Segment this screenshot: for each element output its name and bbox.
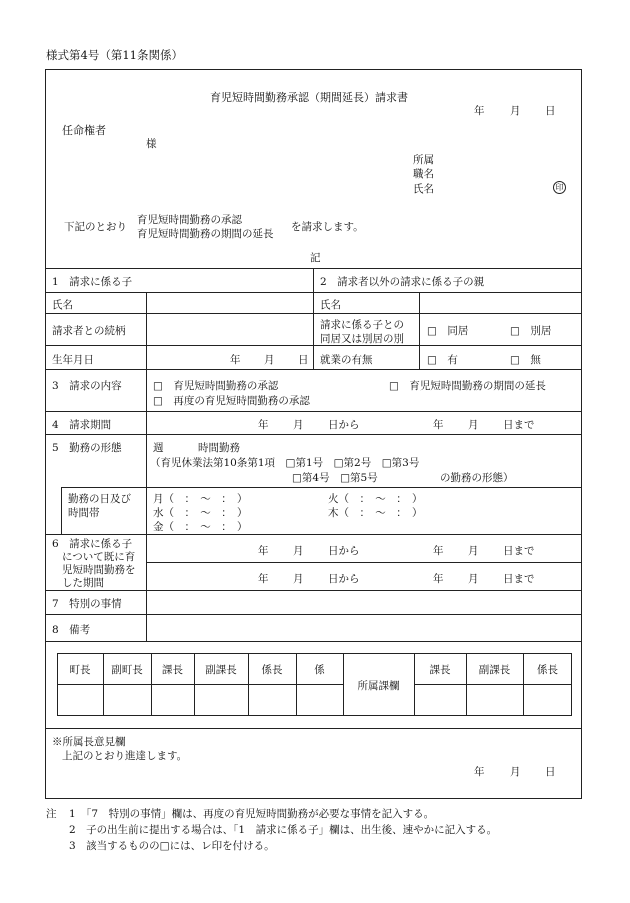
birth-month: 月	[264, 354, 275, 366]
time-friday: 金（ ： 〜 ： ）	[153, 521, 248, 533]
rule	[45, 614, 582, 615]
rule	[61, 487, 62, 534]
sec1-title: 1 請求に係る子	[52, 276, 133, 288]
cohab-checkbox[interactable]: □ 同居	[427, 325, 469, 337]
date-year: 年	[474, 105, 485, 117]
rule	[45, 411, 582, 412]
opinion-title: ※所属長意見欄	[52, 736, 126, 748]
sec6-r1-to: 日まで	[503, 545, 535, 557]
sec4-to: 日まで	[503, 419, 535, 431]
name-label: 氏名	[413, 183, 434, 195]
affiliation-label: 所属	[413, 154, 434, 166]
stamp-header-vice-chief: 副課長	[205, 664, 237, 676]
sec6-label-3: 児短時間勤務を	[62, 564, 136, 576]
cohab-label-2: 同居又は別居の別	[320, 333, 404, 345]
sec7-title: 7 特別の事情	[52, 598, 122, 610]
time-wednesday: 水（ ： 〜 ： ）	[153, 507, 248, 519]
date-month: 月	[510, 105, 521, 117]
sec6-label-4: した期間	[62, 577, 104, 589]
rule	[45, 369, 582, 370]
sec6-r2-to: 日まで	[503, 573, 535, 585]
rule	[45, 728, 582, 729]
note-2: 2 子の出生前に提出する場合は、「1 請求に係る子」欄は、出生後、速やかに記入する。	[69, 824, 498, 836]
separate-checkbox[interactable]: □ 別居	[510, 325, 552, 337]
sec3-opt2-checkbox[interactable]: □ 育児短時間勤務の期間の延長	[389, 380, 546, 392]
note-1: 1 「7 特別の事情」欄は、再度の育児短時間勤務が必要な事情を記入する。	[69, 808, 435, 820]
sec6-r2-month1: 月	[293, 573, 304, 585]
time-thursday: 木（ ： 〜 ： ）	[328, 507, 423, 519]
sec1-name-label: 氏名	[52, 299, 73, 311]
rule	[419, 292, 420, 369]
rule	[146, 562, 582, 563]
sec6-r1-month2: 月	[468, 545, 479, 557]
stamp-header-staff: 係	[314, 664, 325, 676]
birth-year: 年	[230, 354, 241, 366]
rule	[45, 434, 582, 435]
sec5-week: 週	[153, 442, 164, 454]
rule	[146, 369, 147, 641]
stamp-header-section-chief: 課長	[162, 664, 183, 676]
time-monday: 月（ ： 〜 ： ）	[153, 493, 248, 505]
rule	[57, 684, 343, 685]
sec6-r1-from: 日から	[328, 545, 360, 557]
sec4-from: 日から	[328, 419, 360, 431]
stamp-header-unit-chief: 係長	[261, 664, 283, 676]
ki-label: 記	[310, 252, 321, 264]
employ-label: 就業の有無	[320, 354, 373, 366]
cohab-label-1: 請求に係る子との	[320, 319, 404, 331]
sec6-label-1: 6 請求に係る子	[52, 538, 133, 550]
birth-day: 日	[298, 354, 309, 366]
rule	[313, 268, 314, 369]
days-label-2: 時間帯	[68, 507, 100, 519]
sec4-year2: 年	[433, 419, 444, 431]
sec4-month2: 月	[468, 419, 479, 431]
form-title: 育児短時間勤務承認（期間延長）請求書	[210, 91, 408, 104]
sec3-opt3-checkbox[interactable]: □ 再度の育児短時間勤務の承認	[153, 395, 310, 407]
sec6-r2-month2: 月	[468, 573, 479, 585]
recipient-sama: 様	[146, 138, 157, 150]
sec6-r2-from: 日から	[328, 573, 360, 585]
note-3: 3 該当するものの□には、レ印を付ける。	[69, 840, 275, 852]
sec2-name-label: 氏名	[320, 299, 341, 311]
stamp-header-vice-mayor: 副町長	[111, 664, 143, 676]
opinion-month: 月	[510, 766, 521, 778]
rule	[61, 487, 582, 488]
sec8-title: 8 備考	[52, 624, 91, 636]
form-id: 様式第4号（第11条関係）	[46, 48, 183, 62]
sec4-month1: 月	[293, 419, 304, 431]
stamp-dept-vice-chief: 副課長	[478, 664, 511, 676]
stamp-dept-section-chief: 課長	[429, 664, 451, 676]
relation-label: 請求者との続柄	[52, 325, 126, 337]
request-prefix: 下記のとおり	[64, 221, 127, 233]
sec5-title: 5 勤務の形態	[52, 442, 122, 454]
rule	[45, 590, 582, 591]
stamp-dept-label: 所属課欄	[357, 680, 400, 692]
notes-label: 注	[46, 808, 57, 820]
employ-yes-checkbox[interactable]: □ 有	[427, 354, 458, 366]
sec4-title: 4 請求期間	[52, 419, 112, 431]
position-label: 職名	[413, 168, 434, 180]
sec5-law: （育児休業法第10条第1項 □第1号 □第2号 □第3号	[150, 457, 420, 469]
opinion-text: 上記のとおり進達します。	[62, 750, 188, 762]
sec6-r2-year2: 年	[433, 573, 444, 585]
sec4-year1: 年	[258, 419, 269, 431]
sec5-law-cont: □第4号 □第5号	[292, 472, 378, 484]
sec6-r1-year2: 年	[433, 545, 444, 557]
sec3-opt1-checkbox[interactable]: □ 育児短時間勤務の承認	[153, 380, 279, 392]
sec5-hours: 時間勤務	[198, 442, 240, 454]
sec5-form: の勤務の形態）	[440, 472, 514, 484]
rule	[45, 641, 582, 642]
sec6-r1-month1: 月	[293, 545, 304, 557]
days-label-1: 勤務の日及び	[68, 493, 131, 505]
sec6-r2-year1: 年	[258, 573, 269, 585]
employ-no-checkbox[interactable]: □ 無	[510, 354, 541, 366]
recipient-label: 任命権者	[62, 124, 106, 137]
opinion-year: 年	[474, 766, 485, 778]
request-opt2: 育児短時間勤務の期間の延長	[137, 228, 274, 240]
sec2-title: 2 請求者以外の請求に係る子の親	[320, 276, 485, 288]
stamp-dept-unit-chief: 係長	[537, 664, 558, 676]
time-tuesday: 火（ ： 〜 ： ）	[328, 493, 423, 505]
sec3-title: 3 請求の内容	[52, 380, 122, 392]
seal-mark: 印	[553, 181, 566, 194]
rule	[146, 292, 147, 369]
birth-label: 生年月日	[52, 354, 94, 366]
request-opt1: 育児短時間勤務の承認	[137, 214, 242, 226]
date-day: 日	[545, 105, 556, 117]
opinion-day: 日	[545, 766, 556, 778]
rule	[45, 534, 582, 535]
rule	[414, 684, 572, 685]
stamp-header-mayor: 町長	[69, 664, 91, 676]
sec6-r1-year1: 年	[258, 545, 269, 557]
request-suffix: を請求します。	[291, 221, 364, 233]
sec6-label-2: について既に育	[62, 551, 136, 563]
